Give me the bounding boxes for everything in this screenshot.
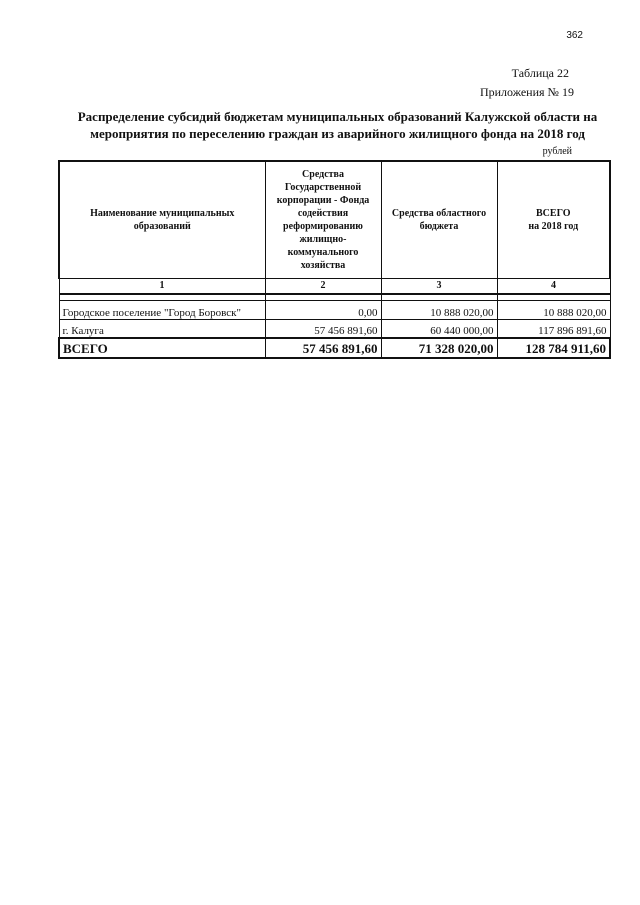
units-label: рублей [542, 146, 572, 157]
column-number: 1 [59, 278, 265, 294]
header-fund: Средства Государственной корпорации - Фонда содействия реформированию жилищно-коммунального хозяйства [265, 161, 381, 278]
municipality-name: Городское поселение "Город Боровск" [59, 300, 265, 319]
total-row [59, 338, 610, 358]
title-line-1: Распределение субсидий бюджетам муниципальных образований Калужской области на [77, 109, 598, 124]
header-total-line-2: на 2018 год [528, 220, 579, 232]
table-row [59, 300, 610, 319]
title-line-2: мероприятия по переселению граждан из аварийного жилищного фонда на 2018 год [90, 126, 585, 141]
total-amount: 117 896 891,60 [497, 319, 610, 338]
table-header-row [59, 161, 610, 278]
subsidy-table [58, 160, 611, 359]
regional-amount: 10 888 020,00 [381, 300, 497, 319]
fund-amount: 0,00 [265, 300, 381, 319]
regional-amount: 60 440 000,00 [381, 319, 497, 338]
total-regional-amount: 71 328 020,00 [381, 338, 497, 358]
header-municipality: Наименование муниципальных образований [59, 161, 265, 278]
page-number: 362 [566, 30, 583, 41]
total-amount: 10 888 020,00 [497, 300, 610, 319]
fund-amount: 57 456 891,60 [265, 319, 381, 338]
header-total-line-1: ВСЕГО [536, 207, 571, 219]
total-label: ВСЕГО [59, 338, 265, 358]
column-number: 3 [381, 278, 497, 294]
document-title [60, 108, 615, 142]
header-total [497, 161, 610, 278]
grand-total-amount: 128 784 911,60 [497, 338, 610, 358]
total-fund-amount: 57 456 891,60 [265, 338, 381, 358]
column-number: 2 [265, 278, 381, 294]
column-number: 4 [497, 278, 610, 294]
table-row [59, 319, 610, 338]
appendix-reference: Приложения № 19 [479, 85, 574, 99]
table-reference: Таблица 22 [511, 66, 569, 80]
municipality-name: г. Калуга [59, 319, 265, 338]
column-number-row [59, 278, 610, 294]
header-regional-budget: Средства областного бюджета [381, 161, 497, 278]
